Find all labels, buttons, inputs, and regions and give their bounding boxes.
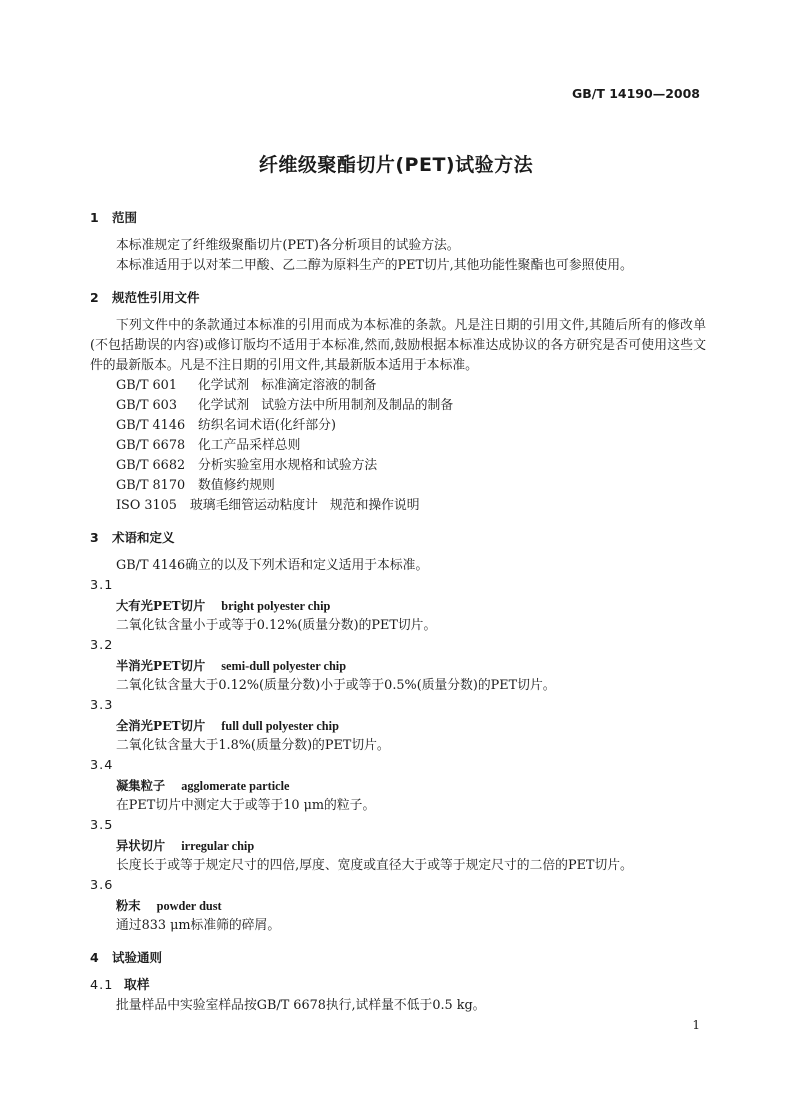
section-number: 1 — [90, 210, 99, 225]
section-title: 术语和定义 — [112, 530, 175, 545]
term-en: irregular chip — [181, 839, 255, 853]
term-zh: 全消光PET切片 — [116, 718, 206, 733]
reference-title: 纺织名词术语(化纤部分) — [198, 418, 336, 433]
term-number: 3.6 — [90, 878, 114, 893]
reference-code: GB/T 8170 — [116, 478, 186, 493]
reference-code: GB/T 6682 — [116, 458, 186, 473]
reference-title: 化学试剂 — [198, 378, 250, 393]
term-heading — [90, 596, 706, 616]
reference-item — [90, 496, 706, 516]
term-definition: 长度长于或等于规定尺寸的四倍,厚度、宽度或直径大于或等于规定尺寸的二倍的PET切片。 — [116, 858, 633, 873]
subsection-number: 4.1 — [90, 978, 114, 993]
term-en: semi-dull polyester chip — [221, 659, 347, 673]
reference-title: 玻璃毛细管运动粘度计 — [190, 498, 318, 513]
standard-number: GB/T 14190—2008 — [571, 86, 700, 101]
reference-code: GB/T 4146 — [116, 418, 186, 433]
term-heading — [90, 836, 706, 856]
section-number: 4 — [90, 950, 99, 965]
section-title: 范围 — [112, 210, 138, 225]
term-heading — [90, 716, 706, 736]
reference-title: 数值修约规则 — [198, 478, 275, 493]
term-en: bright polyester chip — [221, 599, 331, 613]
reference-subtitle: 标准滴定溶液的制备 — [261, 378, 377, 393]
reference-title: 分析实验室用水规格和试验方法 — [198, 458, 378, 473]
section-2-heading — [90, 288, 706, 308]
subsection-4-1-heading — [90, 976, 706, 996]
term-zh: 凝集粒子 — [116, 778, 166, 793]
term-definition: 在PET切片中测定大于或等于10 μm的粒子。 — [116, 798, 376, 813]
subsection-title: 取样 — [124, 978, 150, 993]
reference-item — [90, 396, 706, 416]
reference-subtitle: 规范和操作说明 — [329, 498, 420, 513]
term-en: full dull polyester chip — [221, 719, 339, 733]
paragraph: 本标准适用于以对苯二甲酸、乙二醇为原料生产的PET切片,其他功能性聚酯也可参照使用。 — [116, 258, 633, 273]
term-definition: 二氧化钛含量大于1.8%(质量分数)的PET切片。 — [116, 738, 390, 753]
term-number: 3.2 — [90, 638, 114, 653]
term-number: 3.4 — [90, 758, 114, 773]
reference-title: 化学试剂 — [198, 398, 250, 413]
reference-code: ISO 3105 — [116, 498, 177, 513]
term-number: 3.5 — [90, 818, 114, 833]
term-en: powder dust — [156, 899, 222, 913]
section-title: 规范性引用文件 — [112, 290, 200, 305]
term-zh: 异状切片 — [116, 838, 166, 853]
section-1-heading — [90, 208, 706, 228]
document-title: 纤维级聚酯切片(PET)试验方法 — [258, 154, 534, 176]
term-heading — [90, 776, 706, 796]
term-number: 3.1 — [90, 578, 114, 593]
paragraph: 本标准规定了纤维级聚酯切片(PET)各分析项目的试验方法。 — [116, 238, 460, 253]
paragraph: GB/T 4146确立的以及下列术语和定义适用于本标准。 — [116, 558, 429, 573]
section-number: 2 — [90, 290, 99, 305]
reference-code: GB/T 6678 — [116, 438, 186, 453]
reference-item — [90, 436, 706, 456]
term-number: 3.3 — [90, 698, 114, 713]
page-number: 1 — [692, 1018, 700, 1032]
reference-code: GB/T 603 — [116, 398, 177, 413]
section-4-heading — [90, 948, 706, 968]
paragraph: 批量样品中实验室样品按GB/T 6678执行,试样量不低于0.5 kg。 — [116, 998, 486, 1013]
section-3-heading — [90, 528, 706, 548]
term-definition: 二氧化钛含量大于0.12%(质量分数)小于或等于0.5%(质量分数)的PET切片。 — [116, 678, 556, 693]
reference-subtitle: 试验方法中所用制剂及制品的制备 — [261, 398, 454, 413]
term-en: agglomerate particle — [181, 779, 290, 793]
term-heading — [90, 896, 706, 916]
reference-title: 化工产品采样总则 — [198, 438, 301, 453]
term-definition: 通过833 μm标准筛的碎屑。 — [116, 918, 281, 933]
term-zh: 粉末 — [116, 898, 141, 913]
document-body — [90, 208, 706, 1016]
reference-code: GB/T 601 — [116, 378, 177, 393]
term-heading — [90, 656, 706, 676]
reference-item — [90, 416, 706, 436]
reference-item — [90, 376, 706, 396]
term-zh: 半消光PET切片 — [116, 658, 206, 673]
section-title: 试验通则 — [112, 950, 163, 965]
reference-item — [90, 456, 706, 476]
term-definition: 二氧化钛含量小于或等于0.12%(质量分数)的PET切片。 — [116, 618, 437, 633]
reference-item — [90, 476, 706, 496]
paragraph: 下列文件中的条款通过本标准的引用而成为本标准的条款。凡是注日期的引用文件,其随后所有的修改单(不包括勘误的内容)或修订版均不适用于本标准,然而,鼓励根据本标准达成协议的各方研究是否可使用这些文件的最新版本。凡是不注日期的引用文件,其最新版本适用于本标准。 — [90, 318, 706, 373]
term-zh: 大有光PET切片 — [116, 598, 206, 613]
section-number: 3 — [90, 530, 99, 545]
